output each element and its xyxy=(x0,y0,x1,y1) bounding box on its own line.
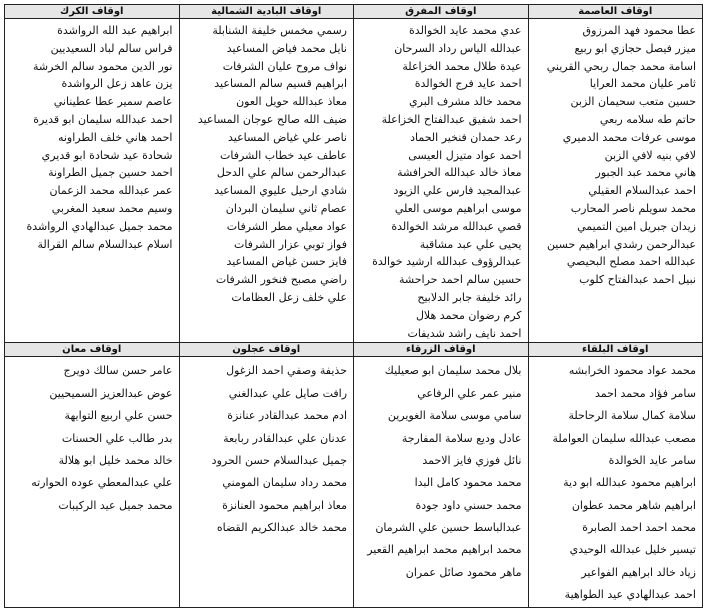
list-item: محمد حسني داود جودة xyxy=(415,498,522,512)
list-item: عادل وديع سلامة المفارجة xyxy=(401,431,522,445)
names-cell-zarqa xyxy=(354,357,529,607)
list-item: جميل عبدالسلام حسن الحرود xyxy=(211,453,347,467)
list-item: منير عمر علي الرفاعي xyxy=(417,386,522,400)
list-item: محمد ابراهيم محمد ابراهيم القعير xyxy=(367,543,522,557)
list-item: عواد معيلي مطر الشرفات xyxy=(226,219,347,233)
list-item: رسمي مخمس خليفة الشنابلة xyxy=(212,24,347,37)
list-item: احمد هاني خلف الطراونه xyxy=(57,130,173,144)
bottom-names-row xyxy=(5,357,703,607)
list-item: رافت صايل علي عبدالغني xyxy=(228,386,347,400)
list-item: نور الدين محمود سالم الخرشة xyxy=(32,59,173,73)
list-item: احمد عواد متيزل العيسى xyxy=(408,148,522,162)
list-item: نواف مروح عليان الشرفات xyxy=(222,59,347,73)
list-item: عبدالرحمن رشدي ابراهيم حسين xyxy=(546,237,696,251)
names-list-mafraq xyxy=(354,19,528,342)
names-list-northern-badia xyxy=(180,19,354,307)
bottom-header-row xyxy=(5,343,703,357)
list-item: حسن علي اربيع التوايهة xyxy=(64,409,173,423)
list-item: ميزر فيصل حجازي ابو ربيع xyxy=(574,41,696,55)
list-item: عطا محمود فهد المرزوق xyxy=(582,24,696,37)
list-item: نايل محمد فياض المساعيد xyxy=(226,41,347,55)
names-cell-northern-badia xyxy=(179,19,354,343)
list-item: ماهر محمود صائل عمران xyxy=(405,565,522,579)
names-cell-karak xyxy=(5,19,180,343)
list-item: راضي مصبح فنخور الشرفات xyxy=(215,273,347,287)
list-item: ثامر عليان محمد العرايا xyxy=(589,77,696,91)
list-item: زيدان جبريل امين التميمي xyxy=(577,219,696,233)
list-item: عبدالله الياس رداد السرحان xyxy=(394,41,522,55)
names-cell-capital xyxy=(528,19,703,343)
list-item: رعد حمدان فنخير الحماد xyxy=(410,130,522,144)
list-item: محمد عواد محمود الخرابشه xyxy=(568,364,696,378)
list-item: عمر عبدالله محمد الزعمان xyxy=(49,184,173,198)
list-item: موسى ابراهيم موسى العلي xyxy=(394,201,522,215)
list-item: محمد احمد احمد الصابرة xyxy=(582,521,696,535)
list-item: فواز توبي عزار الشرفات xyxy=(233,237,347,251)
list-item: عوض عبدالعزيز السميحيين xyxy=(49,386,173,400)
list-item: كرم رضوان محمد هلال xyxy=(415,308,522,322)
list-item: ضيف الله صالح عوجان المساعيد xyxy=(197,112,347,126)
list-item: تيسير خليل عبدالله الوحيدي xyxy=(569,543,696,557)
list-item: احمد عبدالله سليمان ابو قديرة xyxy=(33,112,173,126)
list-item: احمد عبدالهادي عيد الطواهية xyxy=(564,588,696,602)
list-item: وسيم محمد سعيد المغربي xyxy=(51,201,173,215)
list-item: قصي عبدالله مرشد الخوالدة xyxy=(391,219,522,233)
list-item: سامر عايد الخوالدة xyxy=(608,453,696,467)
list-item: عبدالله احمد مصلح البحيصي xyxy=(566,255,696,269)
names-list-capital xyxy=(529,19,703,289)
names-list-balqa xyxy=(529,357,703,606)
list-item: معاذ ابراهيم محمود العنانزة xyxy=(222,498,347,512)
list-item: احمد عايد فرج الخوالدة xyxy=(414,77,522,91)
directorate-header-ajloun: اوقاف عجلون xyxy=(179,343,354,357)
list-item: عامر حسن سالك دويرج xyxy=(63,364,173,378)
list-item: عبدالرحمن سالم علي الدحل xyxy=(216,166,347,180)
names-list-karak xyxy=(5,19,179,253)
list-item: يحيى علي عبد مشاقبة xyxy=(419,237,522,251)
list-item: سامي موسى سلامة الغويرين xyxy=(387,409,522,423)
names-list-maan xyxy=(5,357,179,517)
list-item: يزن عاهد زعل الرواشدة xyxy=(61,77,173,91)
top-header-row xyxy=(5,5,703,19)
list-item: احمد نايف راشد شديفات xyxy=(407,326,522,340)
list-item: سامر فؤاد محمد احمد xyxy=(594,386,696,400)
list-item: عدنان علي عبدالقادر ربابعة xyxy=(223,431,347,445)
directorate-header-zarqa: اوقاف الزرقاء xyxy=(354,343,529,357)
list-item: بلال محمد سليمان ابو صعيليك xyxy=(384,364,522,378)
list-item: عبدالباسط حسين علي الشرمان xyxy=(375,521,522,535)
list-item: ابراهيم شاهر محمد عطوان xyxy=(571,498,696,512)
list-item: رائد خليفة جابر الدلابيح xyxy=(417,290,522,304)
list-item: موسى عرفات محمد الدميري xyxy=(562,130,696,144)
list-item: سلامة كمال سلامة الرحاحلة xyxy=(568,409,696,423)
directorate-header-maan: اوقاف معان xyxy=(5,343,180,357)
names-cell-ajloun xyxy=(179,357,354,607)
list-item: احمد شفيق عبدالفتاح الخزاعلة xyxy=(381,112,522,126)
list-item: خالد محمد خليل ابو هلالة xyxy=(58,453,173,467)
list-item: علي عبدالمعطي عوده الحوارته xyxy=(31,476,173,490)
directorate-roster-sheet xyxy=(4,4,702,602)
list-item: ابراهيم محمود عبدالله ابو دية xyxy=(563,476,696,490)
list-item: عبدالرؤوف عبدالله ارشيد خوالدة xyxy=(372,255,522,269)
list-item: ابراهيم عبد الله الرواشدة xyxy=(57,24,173,37)
directorate-header-capital: اوقاف العاصمة xyxy=(528,5,703,19)
list-item: محمد جميل عيد الركيبات xyxy=(58,498,173,512)
list-item: فايز حسن غياض المساعيد xyxy=(226,255,347,269)
list-item: هاني محمد عبد الجبور xyxy=(595,166,696,180)
list-item: نائل فوزي فايز الاحمد xyxy=(422,453,522,467)
directorate-header-mafraq: اوقاف المفرق xyxy=(354,5,529,19)
names-cell-mafraq xyxy=(354,19,529,343)
list-item: حذيفة وصفي احمد الزغول xyxy=(226,364,347,378)
list-item: محمد خالد مشرف البري xyxy=(409,95,522,109)
list-item: عدي محمد عايد الخوالدة xyxy=(409,24,522,37)
list-item: محمد خالد عبدالكريم القضاه xyxy=(216,521,347,535)
list-item: ابراهيم قسيم سالم المساعيد xyxy=(214,77,347,91)
list-item: احمد حسين جميل الطراونة xyxy=(48,166,173,180)
list-item: اسلام عبدالسلام سالم القرالة xyxy=(37,237,173,251)
list-item: عصام ثاني سليمان البردان xyxy=(225,201,347,215)
list-item: شحادة عيد شحادة ابو قديري xyxy=(41,148,173,162)
top-names-row xyxy=(5,19,703,343)
list-item: حسين متعب سحيمان الزبن xyxy=(570,95,696,109)
directorate-roster-table xyxy=(4,4,703,608)
list-item: محمد جميل عبدالهادي الرواشدة xyxy=(26,219,173,233)
list-item: عاصم سمير عطا عطيناني xyxy=(53,95,173,109)
list-item: احمد عبدالسلام العقيلي xyxy=(588,184,696,198)
list-item: بدر طالب علي الحسنات xyxy=(61,431,173,445)
list-item: عاطف عيد خطاب الشرفات xyxy=(220,148,347,162)
list-item: شادي ارحيل عليوي المساعيد xyxy=(214,184,347,198)
names-list-zarqa xyxy=(354,357,528,584)
list-item: زياد خالد ابراهيم الفواعير xyxy=(581,565,696,579)
names-cell-maan xyxy=(5,357,180,607)
list-item: ناصر علي غياض المساعيد xyxy=(228,130,347,144)
list-item: اسامة محمد جمال ربحي القريني xyxy=(546,59,696,73)
list-item: مصعب عبدالله سليمان العواملة xyxy=(552,431,696,445)
list-item: فراس سالم لباد السعيديين xyxy=(50,41,173,55)
list-item: علي خلف زعل العظامات xyxy=(231,290,347,304)
list-item: حاتم طه سلامه ربعي xyxy=(599,112,696,126)
list-item: معاذ خالد عبدالله الحرافشة xyxy=(397,166,522,180)
list-item: عبدالمجيد فارس علي الزيود xyxy=(393,184,522,198)
names-cell-balqa xyxy=(528,357,703,607)
list-item: عيدة طلال محمد الخزاعلة xyxy=(402,59,522,73)
list-item: لافي بنيه لافي الزبن xyxy=(604,148,696,162)
names-list-ajloun xyxy=(180,357,354,539)
directorate-header-balqa: اوقاف البلقاء xyxy=(528,343,703,357)
list-item: محمد رداد سليمان المومني xyxy=(222,476,347,490)
list-item: ادم محمد عبدالقادر عنانزة xyxy=(227,409,347,423)
directorate-header-karak: اوقاف الكرك xyxy=(5,5,180,19)
directorate-header-northern-badia: اوقاف البادية الشمالية xyxy=(179,5,354,19)
list-item: محمد محمود كامل البدا xyxy=(414,476,522,490)
list-item: معاذ عبدالله حويل العون xyxy=(236,95,347,109)
list-item: محمد سويلم ناصر المحارب xyxy=(570,201,696,215)
list-item: نبيل احمد عبدالفتاح كلوب xyxy=(579,273,696,287)
list-item: حسين سالم احمد حراحشة xyxy=(399,273,522,287)
